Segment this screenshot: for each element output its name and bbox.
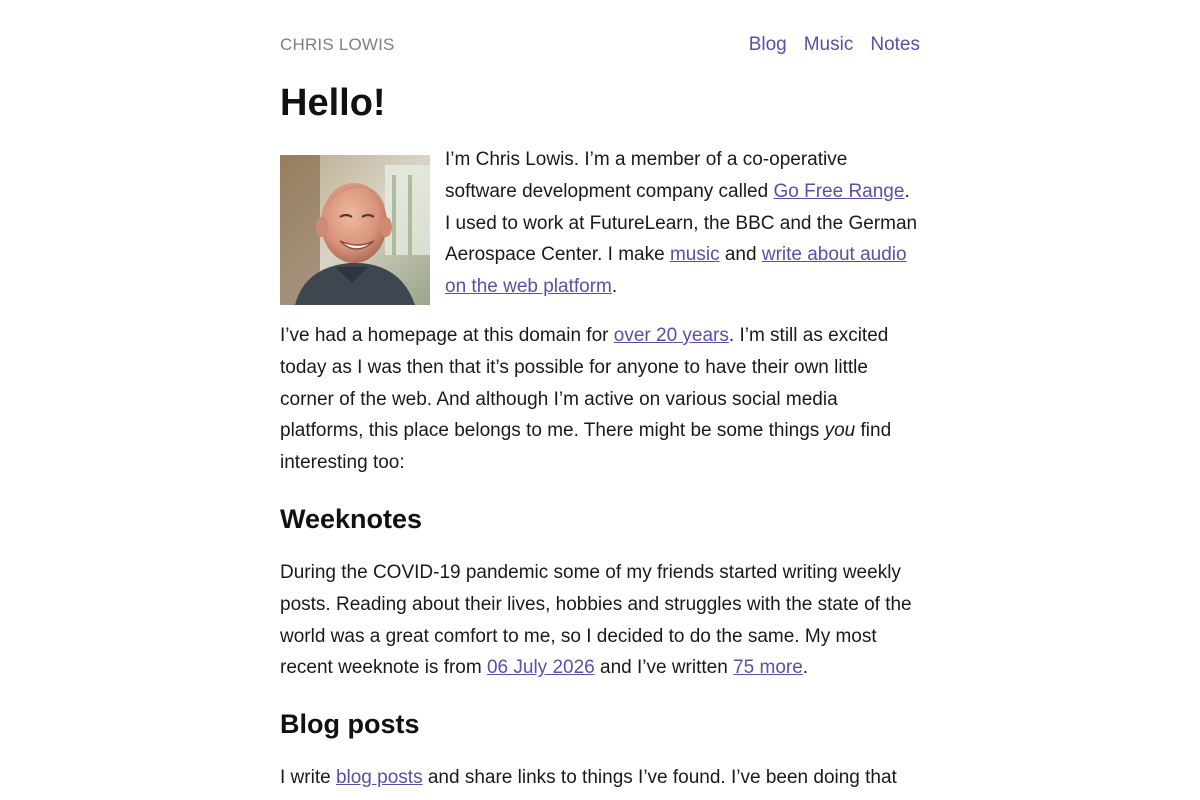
link-over-20-years[interactable]: over 20 years <box>613 325 729 346</box>
site-name[interactable]: CHRIS LOWIS <box>280 35 395 54</box>
homepage-text-3: find interesting too: <box>280 420 892 474</box>
link-more-weeknotes[interactable]: 75 more <box>733 657 803 679</box>
homepage-emphasis: you <box>824 420 856 442</box>
avatar <box>280 155 430 305</box>
weeknotes-heading: Weeknotes <box>280 503 423 534</box>
nav-link-blog[interactable]: Blog <box>748 34 787 55</box>
intro-text-2: . I used to work at FutureLearn, the BBC and the German Aerospace Center. I make <box>445 180 918 266</box>
homepage-text-2: . I’m still as excited today as I was then that it’s possible for anyone to have their own little corner of the web. And although I’m active on various social media platforms, this place belongs to me. There might be some things <box>280 325 889 442</box>
intro-text-4: . <box>611 276 618 298</box>
nav-link-music[interactable]: Music <box>803 34 854 55</box>
link-go-free-range[interactable]: Go Free Range <box>773 180 905 202</box>
main-content <box>280 144 920 794</box>
intro-section <box>280 144 920 314</box>
blog-text-1: I write <box>280 767 336 789</box>
intro-text-1: I’m Chris Lowis. I’m a member of a co-operative software development company called <box>445 149 848 202</box>
link-music[interactable]: music <box>669 244 720 266</box>
main-nav <box>732 34 920 56</box>
weeknotes-text-3: . <box>802 657 809 679</box>
nav-link-notes[interactable]: Notes <box>870 34 920 55</box>
intro-text-3: and <box>719 244 762 266</box>
link-latest-weeknote[interactable]: 06 July 2026 <box>486 657 595 679</box>
weeknotes-text-2: and I’ve written <box>594 657 734 679</box>
weeknotes-paragraph <box>280 557 920 684</box>
page-title: Hello! <box>280 82 386 124</box>
blog-text-2: and share links to things I’ve found. I’ve been doing that <box>422 767 897 789</box>
homepage-text-1: I’ve had a homepage at this domain for <box>280 325 614 346</box>
page <box>280 0 920 789</box>
blog-paragraph <box>280 762 920 794</box>
link-blog-posts[interactable]: blog posts <box>335 767 423 789</box>
avatar-photo <box>280 155 430 305</box>
homepage-paragraph <box>280 320 920 479</box>
weeknotes-text-1: During the COVID-19 pandemic some of my friends started writing weekly posts. Reading about their lives, hobbies and struggles with the state of the world was a great comfort to me, so I decided to do the same. My most recent weeknote is from <box>280 561 912 679</box>
intro-paragraph <box>445 144 920 303</box>
blog-heading: Blog posts <box>280 709 420 740</box>
site-header <box>280 0 920 82</box>
link-write-about-audio[interactable]: write about audio on the web platform <box>445 244 907 298</box>
